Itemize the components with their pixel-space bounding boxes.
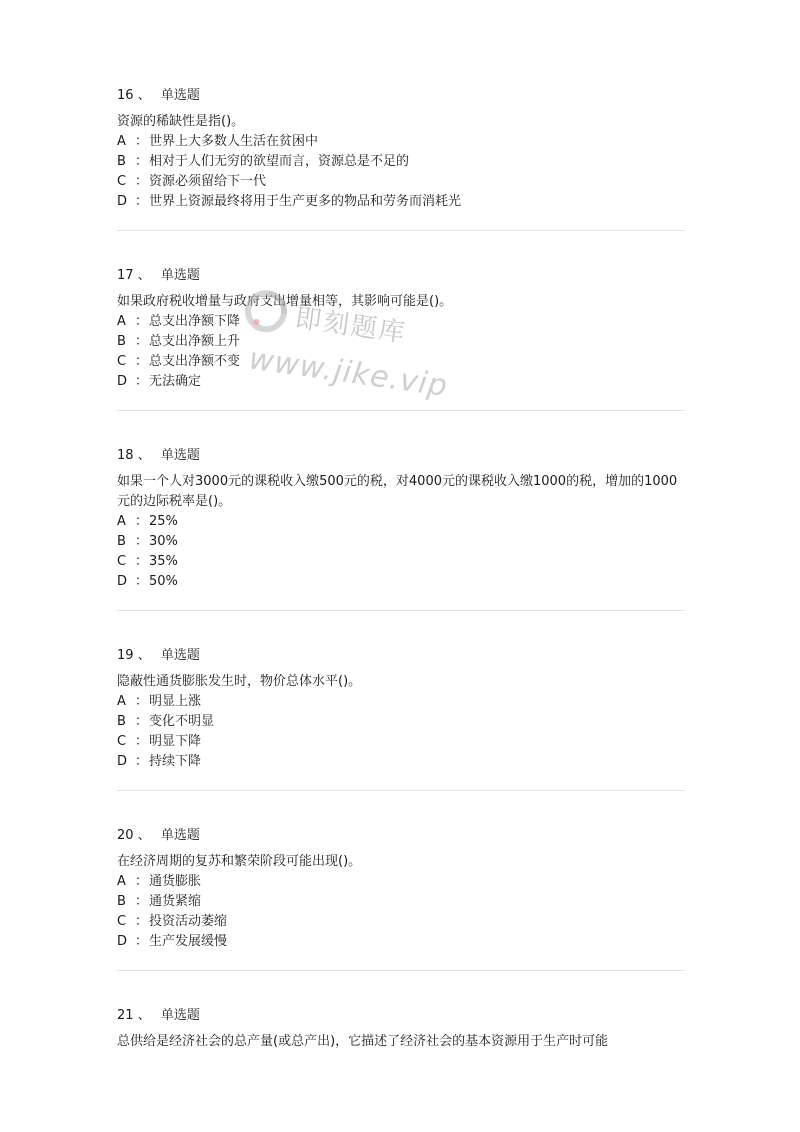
option-text: 投资活动萎缩 — [149, 914, 228, 929]
question-separator: 、 — [137, 1008, 151, 1023]
question-type: 单选题 — [160, 88, 200, 103]
option-colon: ： — [135, 754, 149, 769]
question-number: 17 — [117, 268, 134, 283]
option-text: 世界上大多数人生活在贫困中 — [149, 134, 319, 149]
option-colon: ： — [135, 574, 149, 589]
option-text: 相对于人们无穷的欲望而言，资源总是不足的 — [149, 154, 410, 169]
question-number: 16 — [117, 88, 134, 103]
question-separator: 、 — [137, 268, 151, 283]
option-letter: D — [117, 194, 128, 209]
question-header — [117, 826, 687, 846]
question-number: 20 — [117, 828, 134, 843]
option-letter: A — [117, 694, 126, 709]
option-b[interactable] — [117, 712, 687, 732]
option-letter: C — [117, 734, 127, 749]
question-stem: 如果一个人对3000元的课税收入缴500元的税，对4000元的课税收入缴1000的税，增加的1000元的边际税率是()。 — [117, 474, 678, 509]
option-colon: ： — [135, 534, 149, 549]
option-c[interactable] — [117, 912, 687, 932]
option-text: 50% — [149, 574, 178, 589]
option-text: 明显下降 — [149, 734, 202, 749]
option-text: 30% — [149, 534, 178, 549]
option-letter: B — [117, 894, 126, 909]
option-colon: ： — [135, 194, 149, 209]
option-letter: A — [117, 134, 126, 149]
question-20 — [117, 826, 687, 952]
option-letter: B — [117, 714, 126, 729]
option-letter: C — [117, 354, 127, 369]
option-d[interactable] — [117, 372, 687, 392]
question-type: 单选题 — [160, 268, 200, 283]
question-stem: 如果政府税收增量与政府支出增量相等，其影响可能是()。 — [117, 294, 453, 309]
option-colon: ： — [135, 154, 149, 169]
question-header — [117, 86, 687, 106]
option-letter: A — [117, 874, 126, 889]
option-b[interactable] — [117, 532, 687, 552]
option-a[interactable] — [117, 132, 687, 152]
question-header — [117, 266, 687, 286]
option-letter: D — [117, 754, 128, 769]
question-17 — [117, 266, 687, 392]
option-colon: ： — [135, 174, 149, 189]
option-colon: ： — [135, 374, 149, 389]
option-letter: B — [117, 534, 126, 549]
question-stem: 总供给是经济社会的总产量(或总产出)，它描述了经济社会的基本资源用于生产时可能 — [117, 1034, 609, 1049]
option-a[interactable] — [117, 312, 687, 332]
option-text: 25% — [149, 514, 178, 529]
question-stem: 在经济周期的复苏和繁荣阶段可能出现()。 — [117, 854, 362, 869]
option-text: 世界上资源最终将用于生产更多的物品和劳务而消耗光 — [149, 194, 462, 209]
option-letter: C — [117, 554, 127, 569]
question-divider — [117, 610, 685, 611]
option-colon: ： — [135, 714, 149, 729]
option-colon: ： — [135, 934, 149, 949]
question-divider — [117, 230, 685, 231]
option-c[interactable] — [117, 352, 687, 372]
option-colon: ： — [135, 134, 149, 149]
question-header — [117, 446, 687, 466]
option-text: 明显上涨 — [149, 694, 202, 709]
option-colon: ： — [135, 334, 149, 349]
option-colon: ： — [135, 894, 149, 909]
option-a[interactable] — [117, 872, 687, 892]
option-d[interactable] — [117, 192, 687, 212]
option-colon: ： — [135, 514, 149, 529]
question-type: 单选题 — [160, 828, 200, 843]
question-19 — [117, 646, 687, 772]
option-text: 变化不明显 — [149, 714, 215, 729]
question-number: 18 — [117, 448, 134, 463]
option-letter: D — [117, 934, 128, 949]
question-16 — [117, 86, 687, 212]
watermark-url: www.jike.vip — [246, 341, 451, 405]
option-letter: C — [117, 914, 127, 929]
option-letter: A — [117, 314, 126, 329]
option-d[interactable] — [117, 752, 687, 772]
option-colon: ： — [135, 554, 149, 569]
option-c[interactable] — [117, 552, 687, 572]
option-d[interactable] — [117, 572, 687, 592]
question-type: 单选题 — [160, 448, 200, 463]
option-colon: ： — [135, 874, 149, 889]
option-colon: ： — [135, 314, 149, 329]
watermark-brand: 即刻题库 — [293, 303, 409, 349]
option-text: 35% — [149, 554, 178, 569]
question-header — [117, 1006, 687, 1026]
option-text: 无法确定 — [149, 374, 202, 389]
question-separator: 、 — [137, 448, 151, 463]
question-type: 单选题 — [160, 648, 200, 663]
option-b[interactable] — [117, 332, 687, 352]
option-colon: ： — [135, 354, 149, 369]
question-divider — [117, 410, 685, 411]
option-letter: B — [117, 154, 126, 169]
option-text: 通货紧缩 — [149, 894, 202, 909]
option-text: 总支出净额不变 — [149, 354, 241, 369]
option-letter: D — [117, 574, 128, 589]
option-text: 总支出净额上升 — [149, 334, 241, 349]
question-stem: 隐蔽性通货膨胀发生时，物价总体水平()。 — [117, 674, 362, 689]
question-stem: 资源的稀缺性是指()。 — [117, 114, 245, 129]
option-letter: B — [117, 334, 126, 349]
question-type: 单选题 — [160, 1008, 200, 1023]
question-21 — [117, 1006, 687, 1052]
option-letter: C — [117, 174, 127, 189]
option-a[interactable] — [117, 692, 687, 712]
question-separator: 、 — [137, 648, 151, 663]
option-d[interactable] — [117, 932, 687, 952]
question-divider — [117, 790, 685, 791]
question-number: 19 — [117, 648, 134, 663]
option-text: 通货膨胀 — [149, 874, 202, 889]
option-text: 生产发展缓慢 — [149, 934, 228, 949]
option-c[interactable] — [117, 172, 687, 192]
option-text: 资源必须留给下一代 — [149, 174, 267, 189]
option-b[interactable] — [117, 892, 687, 912]
option-a[interactable] — [117, 512, 687, 532]
question-separator: 、 — [137, 828, 151, 843]
option-text: 总支出净额下降 — [149, 314, 241, 329]
option-letter: A — [117, 514, 126, 529]
question-divider — [117, 970, 685, 971]
question-separator: 、 — [137, 88, 151, 103]
option-text: 持续下降 — [149, 754, 202, 769]
option-colon: ： — [135, 694, 149, 709]
question-header — [117, 646, 687, 666]
option-b[interactable] — [117, 152, 687, 172]
question-18 — [117, 446, 687, 592]
option-colon: ： — [135, 734, 149, 749]
option-colon: ： — [135, 914, 149, 929]
option-c[interactable] — [117, 732, 687, 752]
question-number: 21 — [117, 1008, 134, 1023]
option-letter: D — [117, 374, 128, 389]
